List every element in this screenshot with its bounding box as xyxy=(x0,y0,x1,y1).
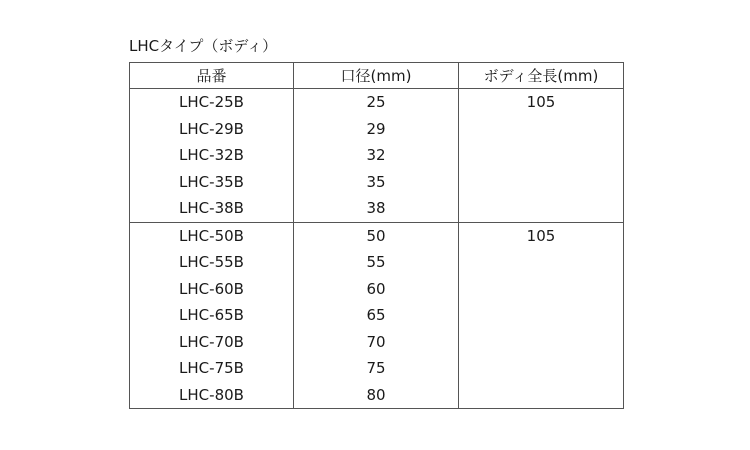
diameter-cell: 70 xyxy=(294,329,459,356)
diameter-cell: 25 xyxy=(294,89,459,116)
part-number-cell: LHC-60B xyxy=(130,276,294,303)
part-number-cell: LHC-50B xyxy=(130,222,294,249)
table-caption: LHCタイプ（ボディ） xyxy=(129,37,278,55)
diameter-cell: 35 xyxy=(294,169,459,196)
column-header-part-number: 品番 xyxy=(130,63,294,89)
part-number-cell: LHC-65B xyxy=(130,302,294,329)
part-number-cell: LHC-32B xyxy=(130,142,294,169)
header-row xyxy=(130,63,624,89)
part-number-cell: LHC-38B xyxy=(130,195,294,222)
diameter-cell: 32 xyxy=(294,142,459,169)
part-number-cell: LHC-35B xyxy=(130,169,294,196)
part-number-cell: LHC-55B xyxy=(130,249,294,276)
diameter-cell: 55 xyxy=(294,249,459,276)
column-header-diameter: 口径(mm) xyxy=(294,63,459,89)
part-number-cell: LHC-29B xyxy=(130,116,294,143)
body-length-cell: 105 xyxy=(459,222,624,409)
diameter-cell: 50 xyxy=(294,222,459,249)
diameter-cell: 65 xyxy=(294,302,459,329)
diameter-cell: 75 xyxy=(294,355,459,382)
diameter-cell: 80 xyxy=(294,382,459,409)
part-number-cell: LHC-25B xyxy=(130,89,294,116)
part-number-cell: LHC-70B xyxy=(130,329,294,356)
body-length-cell: 105 xyxy=(459,89,624,223)
table-row xyxy=(130,222,624,249)
diameter-cell: 29 xyxy=(294,116,459,143)
table-row xyxy=(130,89,624,116)
column-header-body-length: ボディ全長(mm) xyxy=(459,63,624,89)
part-number-cell: LHC-75B xyxy=(130,355,294,382)
diameter-cell: 60 xyxy=(294,276,459,303)
part-number-cell: LHC-80B xyxy=(130,382,294,409)
diameter-cell: 38 xyxy=(294,195,459,222)
spec-table xyxy=(129,62,624,409)
